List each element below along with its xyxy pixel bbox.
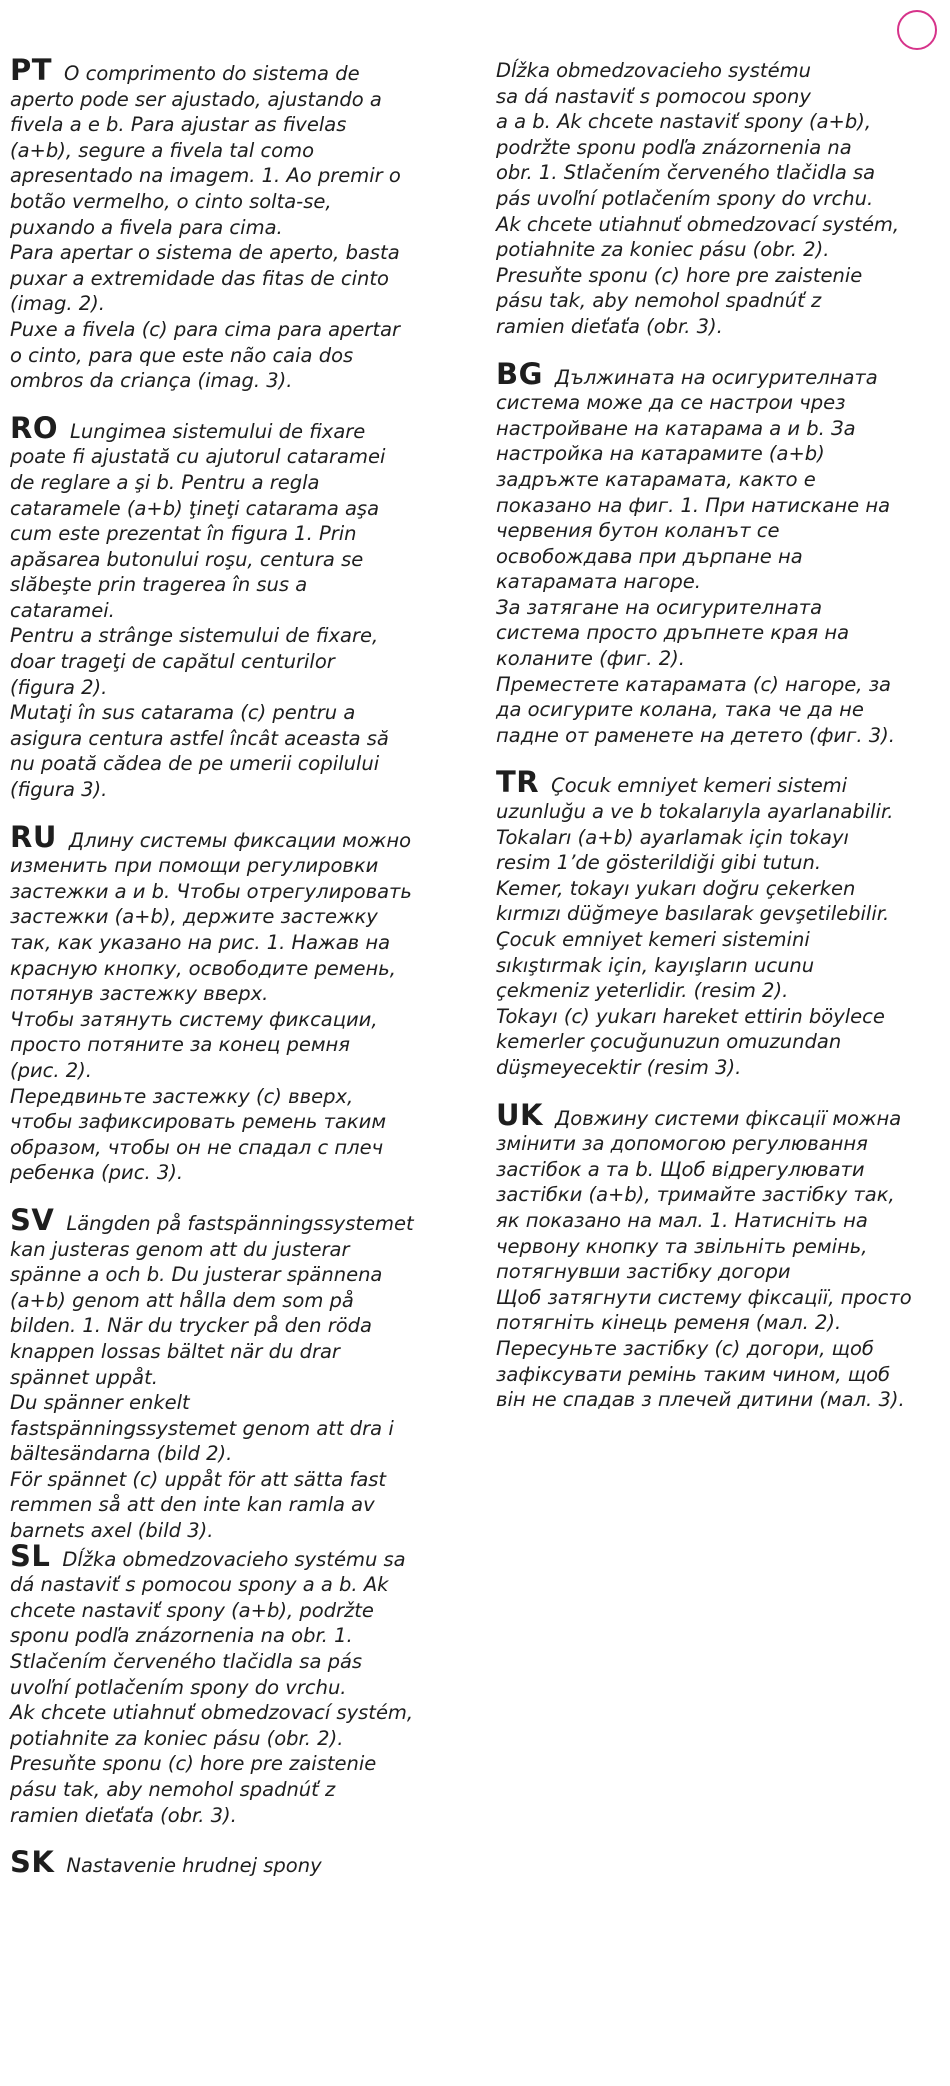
section-text: Дължината на осигурителната система може да се настрои чрез настройване на катарама a и b. За настройка на катарамите (a+b) задръжте катарамата, както е показано на фиг. 1. При натискане на червения бутон коланът се освобождава при дърпане на катарамата нагоре. За затягане на осигурителната система просто дръпнете края на коланите (фиг. 2). Преместете катарамата (c) нагоре, за да осигурите колана, така че да не падне от раменете на детето (фиг. 3). bbox=[496, 365, 895, 747]
section-sv bbox=[10, 1202, 465, 1544]
left-column bbox=[10, 53, 465, 1901]
section-text: Довжину системи фіксації можна змінити за допомогою регулювання застібок a та b. Щоб відрегулювати застібки (a+b), тримайте застібку так, як показано на мал. 1. Натисніть на червону кнопку та звільніть ремінь, потягнувши застібку догори Щоб затягнути систему фіксації, просто потягніть кінець ременя (мал. 2). Пересуньте застібку (c) догори, щоб зафіксувати ремінь таким чином, щоб він не спадав з плечей дитини (мал. 3). bbox=[496, 1106, 912, 1412]
language-code: RO bbox=[10, 410, 58, 445]
section-ru bbox=[10, 819, 465, 1186]
section-pt bbox=[10, 53, 465, 394]
section-text: Çocuk emniyet kemeri sistemi uzunluğu a ve b tokalarıyla ayarlanabilir. Tokaları (a+b) ayarlamak için tokayı resim 1’de gösterildiği gibi tutun. Kemer, tokayı yukarı doğru çekerken kırmızı düğmeye basılarak gevşetilebilir. Çocuk emniyet kemeri sistemini sıkıştırmak için, kayışların ucunu çekmeniz yeterlidir. (resim 2). Tokayı (c) yukarı hareket ettirin böylece kemerler çocuğunuzun omuzundan düşmeyecektir (resim 3). bbox=[496, 774, 894, 1079]
language-code: PT bbox=[10, 53, 53, 87]
section-text: Dĺžka obmedzovacieho systému sa dá nastaviť s pomocou spony a a b. Ak chcete nastaviť spony (a+b), podržte sponu podľa znázornenia na obr. 1. Stlačením červeného tlačidla sa pás uvoľní potlačením spony do vrchu. Ak chcete utiahnuť obmedzovací systém, potiahnite za koniec pásu (obr. 2). Presuňte sponu (c) hore pre zaistenie pásu tak, aby nemohol spadnúť z ramien dieťaťa (obr. 3). bbox=[496, 59, 900, 338]
right-column bbox=[496, 58, 946, 1435]
page-corner-circle bbox=[897, 10, 937, 50]
language-code: BG bbox=[496, 356, 543, 391]
language-code: SL bbox=[10, 1538, 51, 1573]
section-text: Длину системы фиксации можно изменить при помощи регулировки застежки a и b. Чтобы отрегулировать застежки (a+b), держите застежку так, как указано на рис. 1. Нажав на красную кнопку, освободите ремень, потянув застежку вверх. Чтобы затянуть систему фиксации, просто потяните за конец ремня (рис. 2). Передвиньте застежку (c) вверх, чтобы зафиксировать ремень таким образом, чтобы он не спадал с плеч ребенка (рис. 3). bbox=[10, 828, 412, 1185]
section-bg bbox=[496, 356, 946, 749]
language-code: RU bbox=[10, 819, 57, 854]
section-sl bbox=[10, 1538, 465, 1829]
section-ro bbox=[10, 410, 465, 803]
language-code: SK bbox=[10, 1845, 55, 1880]
section-sk-continued bbox=[496, 58, 946, 340]
section-uk bbox=[496, 1097, 946, 1413]
language-code: UK bbox=[496, 1097, 544, 1132]
section-text: Dĺžka obmedzovacieho systému sa dá nastaviť s pomocou spony a a b. Ak chcete nastaviť spony (a+b), podržte sponu podľa znázornenia na obr. 1. Stlačením červeného tlačidla sa pás uvoľní potlačením spony do vrchu. Ak chcete utiahnuť obmedzovací systém, potiahnite za koniec pásu (obr. 2). Presuňte sponu (c) hore pre zaistenie pásu tak, aby nemohol spadnúť z ramien dieťaťa (obr. 3). bbox=[10, 1547, 414, 1827]
section-text: O comprimento do sistema de aperto pode ser ajustado, ajustando a fivela a e b. Para ajustar as fivelas (a+b), segure a fivela tal como apresentado na imagem. 1. Ao premir o botão vermelho, o cinto solta-se, puxando a fivela para cima. Para apertar o sistema de aperto, basta puxar a extremidade das fitas de cinto (imag. 2). Puxe a fivela (c) para cima para apertar o cinto, para que este não caia dos ombros da criança (imag. 3). bbox=[10, 62, 401, 393]
section-text: Längden på fastspänningssystemet kan justeras genom att du justerar spänne a och b. Du justerar spännena (a+b) genom att hålla dem som på bilden. 1. När du trycker på den röda knappen lossas bältet när du drar spännet uppåt. Du spänner enkelt fastspänningssystemet genom att dra i bältesändarna (bild 2). För spännet (c) uppåt för att sätta fast remmen så att den inte kan ramla av barnets axel (bild 3). bbox=[10, 1211, 414, 1543]
section-text: Nastavenie hrudnej spony bbox=[66, 1854, 322, 1878]
section-text: Lungimea sistemului de fixare poate fi ajustată cu ajutorul cataramei de reglare a şi b. Pentru a regla cataramele (a+b) ţineţi catarama aşa cum este prezentat în figura 1. Prin apăsarea butonului roşu, centura se slăbeşte prin tragerea în sus a cataramei. Pentru a strânge sistemului de fixare, doar trageţi de capătul centurilor (figura 2). Mutaţi în sus catarama (c) pentru a asigura centura astfel încât aceasta să nu poată cădea de pe umerii copilului (figura 3). bbox=[10, 419, 389, 802]
section-tr bbox=[496, 765, 946, 1080]
language-code: TR bbox=[496, 765, 540, 800]
section-sk bbox=[10, 1845, 465, 1880]
language-code: SV bbox=[10, 1202, 55, 1237]
